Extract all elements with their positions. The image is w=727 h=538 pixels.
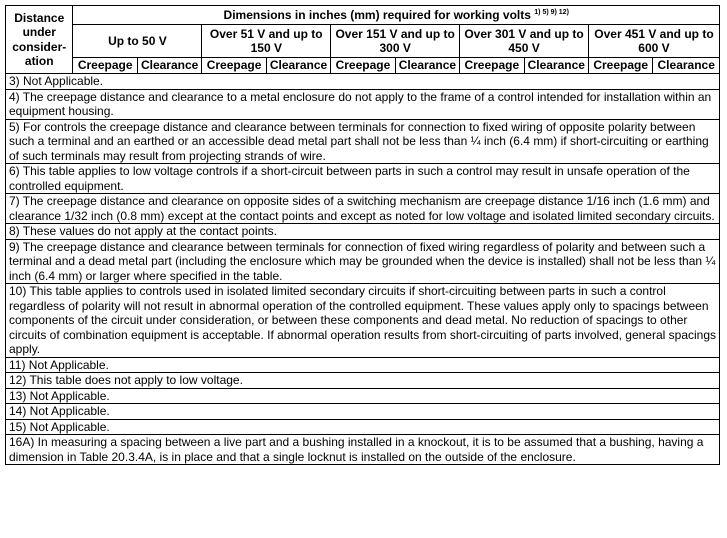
voltage-range-header: Over 451 V and up to 600 V xyxy=(588,25,719,58)
footnote-15: 15) Not Applicable. xyxy=(6,419,720,435)
footnote-13: 13) Not Applicable. xyxy=(6,388,720,404)
distance-header: Distance under consider-ation xyxy=(6,6,73,74)
clearance-header: Clearance xyxy=(137,58,201,74)
creepage-header: Creepage xyxy=(73,58,137,74)
voltage-range-header: Over 301 V and up to 450 V xyxy=(460,25,589,58)
footnote-16a: 16A) In measuring a spacing between a live part and a bushing installed in a knockout, it is to be assumed that a bushing, having a dimension in Table 20.3.4A, is in place and that a single locknut is installed on the outside of the enclosure. xyxy=(6,435,720,465)
footnote-11: 11) Not Applicable. xyxy=(6,357,720,373)
voltage-range-header: Over 51 V and up to 150 V xyxy=(202,25,331,58)
footnote-4: 4) The creepage distance and clearance to a metal enclosure do not apply to the frame of a control intended for installation within an equipment housing. xyxy=(6,89,720,119)
footnote-8: 8) These values do not apply at the contact points. xyxy=(6,224,720,240)
creepage-header: Creepage xyxy=(331,58,395,74)
footnote-12: 12) This table does not apply to low voltage. xyxy=(6,373,720,389)
clearance-header: Clearance xyxy=(524,58,588,74)
dimensions-title: Dimensions in inches (mm) required for working volts xyxy=(223,7,531,22)
voltage-range-header: Up to 50 V xyxy=(73,25,202,58)
footnote-14: 14) Not Applicable. xyxy=(6,404,720,420)
footnote-10: 10) This table applies to controls used in isolated limited secondary circuits if short-circuiting between parts in such a control regardless of polarity will not result in abnormal operation of the controlled equipment. These values apply only to spacings between components of the circuit under consideration, or between these components and dead metal. No reduction of spacings to other circuits of combination equipment is acceptable. If abnormal operation results from short-circuiting of parts involved, general spacings apply. xyxy=(6,284,720,358)
clearance-header: Clearance xyxy=(653,58,720,74)
footnote-5: 5) For controls the creepage distance and clearance between terminals for connection to fixed wiring of opposite polarity between such a terminal and an earthed or an accessible dead metal part shall not be less than ¼ inch (6.4 mm) if short-circuiting or earthing of such terminals may result from projecting strands of wire. xyxy=(6,119,720,164)
creepage-header: Creepage xyxy=(588,58,652,74)
dimensions-footnote-refs: 1) 5) 9) 12) xyxy=(534,8,569,16)
dimensions-header xyxy=(73,6,720,25)
footnote-9: 9) The creepage distance and clearance between terminals for connection of fixed wiring regardless of polarity and between such a terminal and a dead metal part (including the enclosure which may be grounded when the device is installed) shall not be less than ¼ inch (6.4 mm) or larger where specified in the table. xyxy=(6,239,720,284)
footnote-7: 7) The creepage distance and clearance on opposite sides of a switching mechanism are creepage distance 1/16 inch (1.6 mm) and clearance 1/32 inch (0.8 mm) except at the contact points and except as noted for low voltage and isolated limited secondary circuits. xyxy=(6,194,720,224)
creepage-header: Creepage xyxy=(460,58,524,74)
footnote-6: 6) This table applies to low voltage controls if a short-circuit between parts in such a control may result in unsafe operation of the controlled equipment. xyxy=(6,164,720,194)
voltage-range-header: Over 151 V and up to 300 V xyxy=(331,25,460,58)
clearance-header: Clearance xyxy=(395,58,459,74)
spacings-table xyxy=(5,5,720,465)
creepage-header: Creepage xyxy=(202,58,266,74)
footnote-3: 3) Not Applicable. xyxy=(6,74,720,90)
clearance-header: Clearance xyxy=(266,58,330,74)
